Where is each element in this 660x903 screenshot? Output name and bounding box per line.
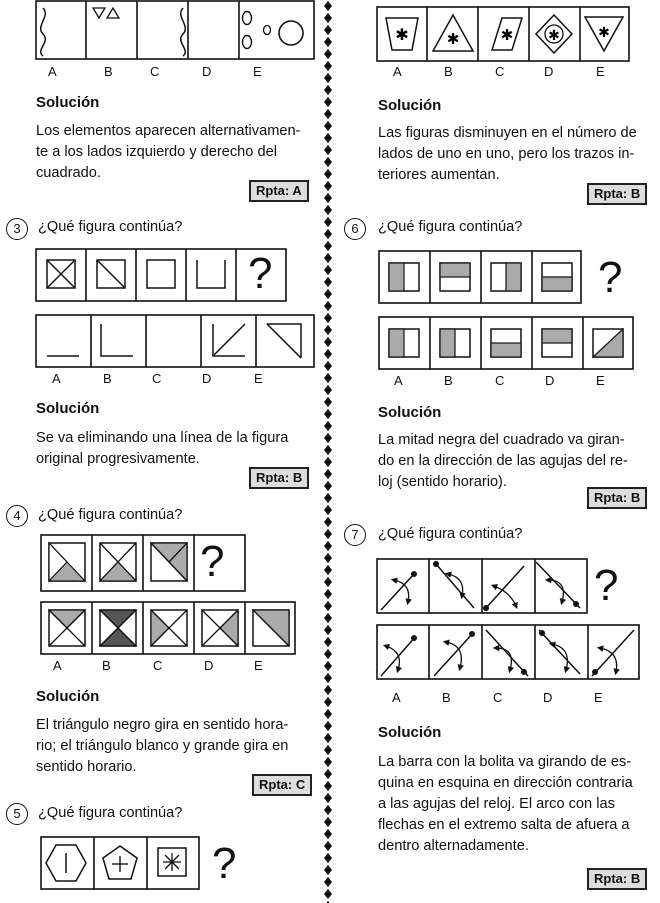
p5-question: ¿Qué figura continúa? [38,805,183,821]
p6-solution-title: Solución [378,404,442,421]
solution-line: cuadrado. [36,165,101,181]
p4-number-badge: 4 [6,505,28,527]
p3-answer-badge: Rpta: B [249,467,309,489]
option-label: A [393,64,402,79]
p6-sequence-figure [378,250,584,306]
solution-line: La mitad negra del cuadrado va giran- [378,432,625,448]
option-label: B [103,371,112,386]
svg-text:✱: ✱ [548,28,560,44]
p3-solution-text [36,428,318,470]
option-label: E [254,658,263,673]
p4-options-figure [40,601,298,657]
p5-sequence-figure [40,836,202,892]
p4-solution-title: Solución [36,688,100,705]
solution-line: dentro alternadamente. [378,838,529,854]
solution-line: te a los lados izquierdo y derecho del [36,144,277,160]
column-divider [323,0,333,903]
option-label: E [253,64,262,79]
svg-text:✱: ✱ [395,25,409,44]
p3-number-badge: 3 [6,218,28,240]
p3-question: ¿Qué figura continúa? [38,219,183,235]
p2-options-figure [376,6,632,64]
p6-options-figure [378,316,636,372]
option-label: A [52,371,61,386]
solution-line: teriores aumentan. [378,167,500,183]
p1-solution-text [36,121,318,184]
p7-number-badge: 7 [344,524,366,546]
option-label: A [394,373,403,388]
p3-options-figure [35,314,317,370]
option-label: E [254,371,263,386]
option-label: C [495,64,505,79]
p4-question-mark: ? [200,537,225,586]
p3-solution-title: Solución [36,400,100,417]
p5-number-badge: 5 [6,803,28,825]
solution-line: original progresivamente. [36,451,200,467]
option-label: C [153,658,163,673]
p6-answer-badge: Rpta: B [587,487,647,509]
p2-answer-badge: Rpta: B [587,183,647,205]
p5-question-mark: ? [212,839,237,888]
option-label: B [444,373,453,388]
solution-line: Se va eliminando una línea de la figura [36,430,289,446]
p7-question-mark: ? [594,561,619,610]
p1-options-figure [35,0,317,62]
option-label: C [493,690,503,705]
p4-solution-text [36,715,318,778]
option-label: A [48,64,57,79]
p6-number-badge: 6 [344,218,366,240]
solution-line: La barra con la bolita va girando de es- [378,754,632,770]
option-label: E [594,690,603,705]
p7-answer-badge: Rpta: B [587,868,647,890]
p6-question: ¿Qué figura continúa? [378,219,523,235]
p4-option-a [49,610,85,646]
option-label: A [53,658,62,673]
option-label: C [495,373,505,388]
option-label: D [202,371,212,386]
p7-solution-text [378,752,658,857]
p2-solution-title: Solución [378,97,442,114]
option-label: D [544,64,554,79]
solution-line: Los elementos aparecen alternativamen- [36,123,301,139]
solution-line: a las agujas del reloj. El arco con las [378,796,615,812]
solution-line: rio; el triángulo blanco y grande gira en [36,738,289,754]
solution-line: lados de uno en uno, pero los trazos in- [378,146,635,162]
option-label: D [202,64,212,79]
option-label: D [204,658,214,673]
option-label: D [545,373,555,388]
option-label: B [442,690,451,705]
solution-line: do en la dirección de las agujas del re- [378,453,628,469]
solution-line: quina en esquina en dirección contraria [378,775,633,791]
option-label: C [150,64,160,79]
p7-options-figure [376,624,642,682]
option-label: C [152,371,162,386]
p6-solution-text [378,430,658,493]
option-label: B [102,658,111,673]
p1-answer-badge: Rpta: A [249,180,309,202]
solution-line: flechas en el extremo salta de afuera a [378,817,630,833]
svg-text:✱: ✱ [446,30,460,48]
solution-line: sentido horario. [36,759,137,775]
p2-solution-text [378,123,658,186]
svg-text:✱: ✱ [598,25,610,41]
p7-sequence-figure [376,558,590,616]
option-label: E [596,373,605,388]
option-label: B [444,64,453,79]
solution-line: El triángulo negro gira en sentido hora- [36,717,289,733]
p1-solution-title: Solución [36,94,100,111]
option-label: E [596,64,605,79]
p4-question: ¿Qué figura continúa? [38,507,183,523]
option-label: D [543,690,553,705]
p7-question: ¿Qué figura continúa? [378,526,523,542]
svg-text:✱: ✱ [500,26,514,44]
p3-question-mark: ? [248,249,273,298]
option-label: B [104,64,113,79]
solution-line: loj (sentido horario). [378,474,507,490]
option-label: A [392,690,401,705]
p6-question-mark: ? [598,253,623,302]
p7-solution-title: Solución [378,724,442,741]
p4-answer-badge: Rpta: C [252,774,312,796]
solution-line: Las figuras disminuyen en el número de [378,125,637,141]
